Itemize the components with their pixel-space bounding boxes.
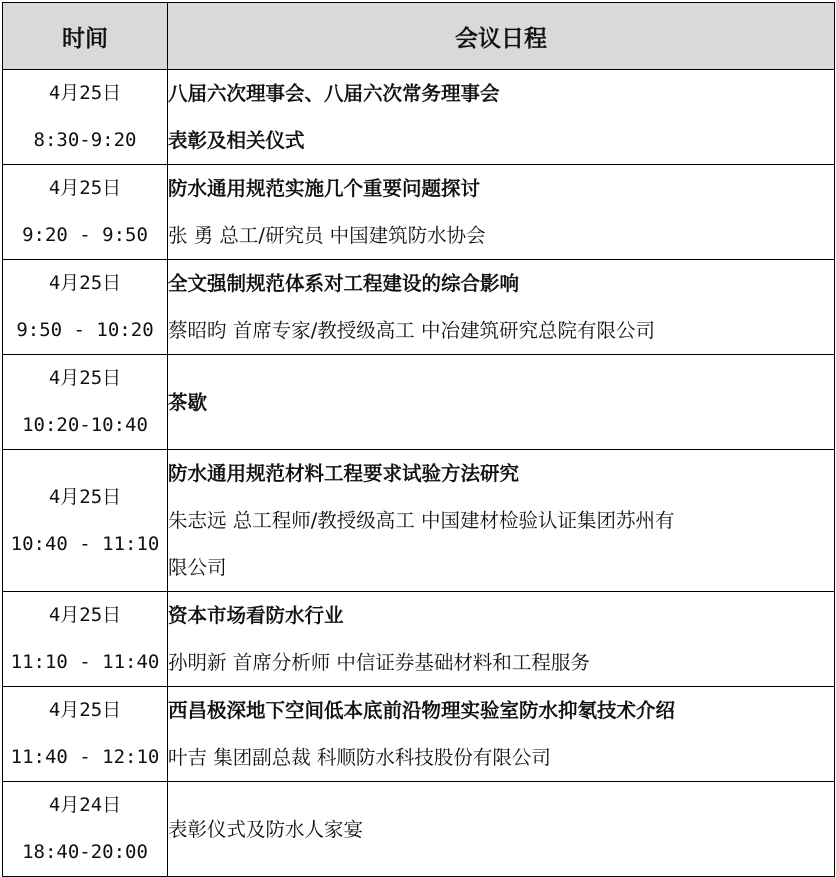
session-title: 表彰仪式及防水人家宴 xyxy=(168,817,364,841)
session-speaker: 蔡昭昀 首席专家/教授级高工 中冶建筑研究总院有限公司 xyxy=(168,319,655,342)
session-date: 4月25日 xyxy=(48,485,122,508)
session-title: 八届六次理事会、八届六次常务理事会 xyxy=(168,82,500,105)
session-time: 18:40-20:00 xyxy=(22,841,148,863)
session-title: 防水通用规范材料工程要求试验方法研究 xyxy=(168,462,520,485)
agenda-cell xyxy=(168,782,835,877)
agenda-header: 会议日程 xyxy=(168,3,835,70)
session-date: 4月25日 xyxy=(48,604,122,626)
table-row xyxy=(3,782,835,877)
time-cell xyxy=(3,782,168,877)
session-title: 全文强制规范体系对工程建设的综合影响 xyxy=(168,272,520,295)
table-row xyxy=(3,165,835,260)
session-speaker: 孙明新 首席分析师 中信证券基础材料和工程服务 xyxy=(168,651,590,674)
session-date: 4月25日 xyxy=(48,367,122,389)
session-title: 防水通用规范实施几个重要问题探讨 xyxy=(168,177,481,200)
table-row xyxy=(3,70,835,165)
session-date: 4月25日 xyxy=(48,82,122,104)
session-title: 茶歇 xyxy=(168,390,208,414)
session-time: 10:40 - 11:10 xyxy=(10,532,160,555)
time-cell xyxy=(3,355,168,450)
table-row xyxy=(3,592,835,687)
table-row xyxy=(3,355,835,450)
agenda-cell xyxy=(168,70,835,165)
session-date: 4月25日 xyxy=(48,699,122,721)
session-time: 11:10 - 11:40 xyxy=(10,651,160,673)
time-cell xyxy=(3,450,168,592)
session-title: 西昌极深地下空间低本底前沿物理实验室防水抑氡技术介绍 xyxy=(168,699,676,722)
session-time: 9:20 - 9:50 xyxy=(22,224,148,246)
session-time: 8:30-9:20 xyxy=(33,129,137,151)
time-header: 时间 xyxy=(3,3,168,70)
session-date: 4月25日 xyxy=(48,272,122,294)
agenda-table xyxy=(2,2,835,877)
session-title: 资本市场看防水行业 xyxy=(168,604,344,627)
session-speaker: 叶吉 集团副总裁 科顺防水科技股份有限公司 xyxy=(168,746,551,769)
table-row xyxy=(3,450,835,592)
session-speaker-line2: 限公司 xyxy=(168,556,227,579)
session-time: 10:20-10:40 xyxy=(22,414,148,436)
session-speaker: 朱志远 总工程师/教授级高工 中国建材检验认证集团苏州有 xyxy=(168,509,675,532)
agenda-cell xyxy=(168,687,835,782)
time-cell xyxy=(3,592,168,687)
table-row xyxy=(3,260,835,355)
agenda-cell xyxy=(168,355,835,450)
time-cell xyxy=(3,687,168,782)
session-title-line2: 表彰及相关仪式 xyxy=(168,129,305,152)
session-time: 11:40 - 12:10 xyxy=(10,746,160,768)
agenda-cell xyxy=(168,165,835,260)
time-cell xyxy=(3,70,168,165)
session-date: 4月25日 xyxy=(48,177,122,199)
header-row xyxy=(3,3,835,70)
time-cell xyxy=(3,260,168,355)
session-time: 9:50 - 10:20 xyxy=(16,319,154,341)
session-date: 4月24日 xyxy=(48,794,122,816)
agenda-cell xyxy=(168,260,835,355)
table-row xyxy=(3,687,835,782)
session-speaker: 张 勇 总工/研究员 中国建筑防水协会 xyxy=(168,224,486,247)
time-cell xyxy=(3,165,168,260)
agenda-cell xyxy=(168,592,835,687)
agenda-cell xyxy=(168,450,835,592)
